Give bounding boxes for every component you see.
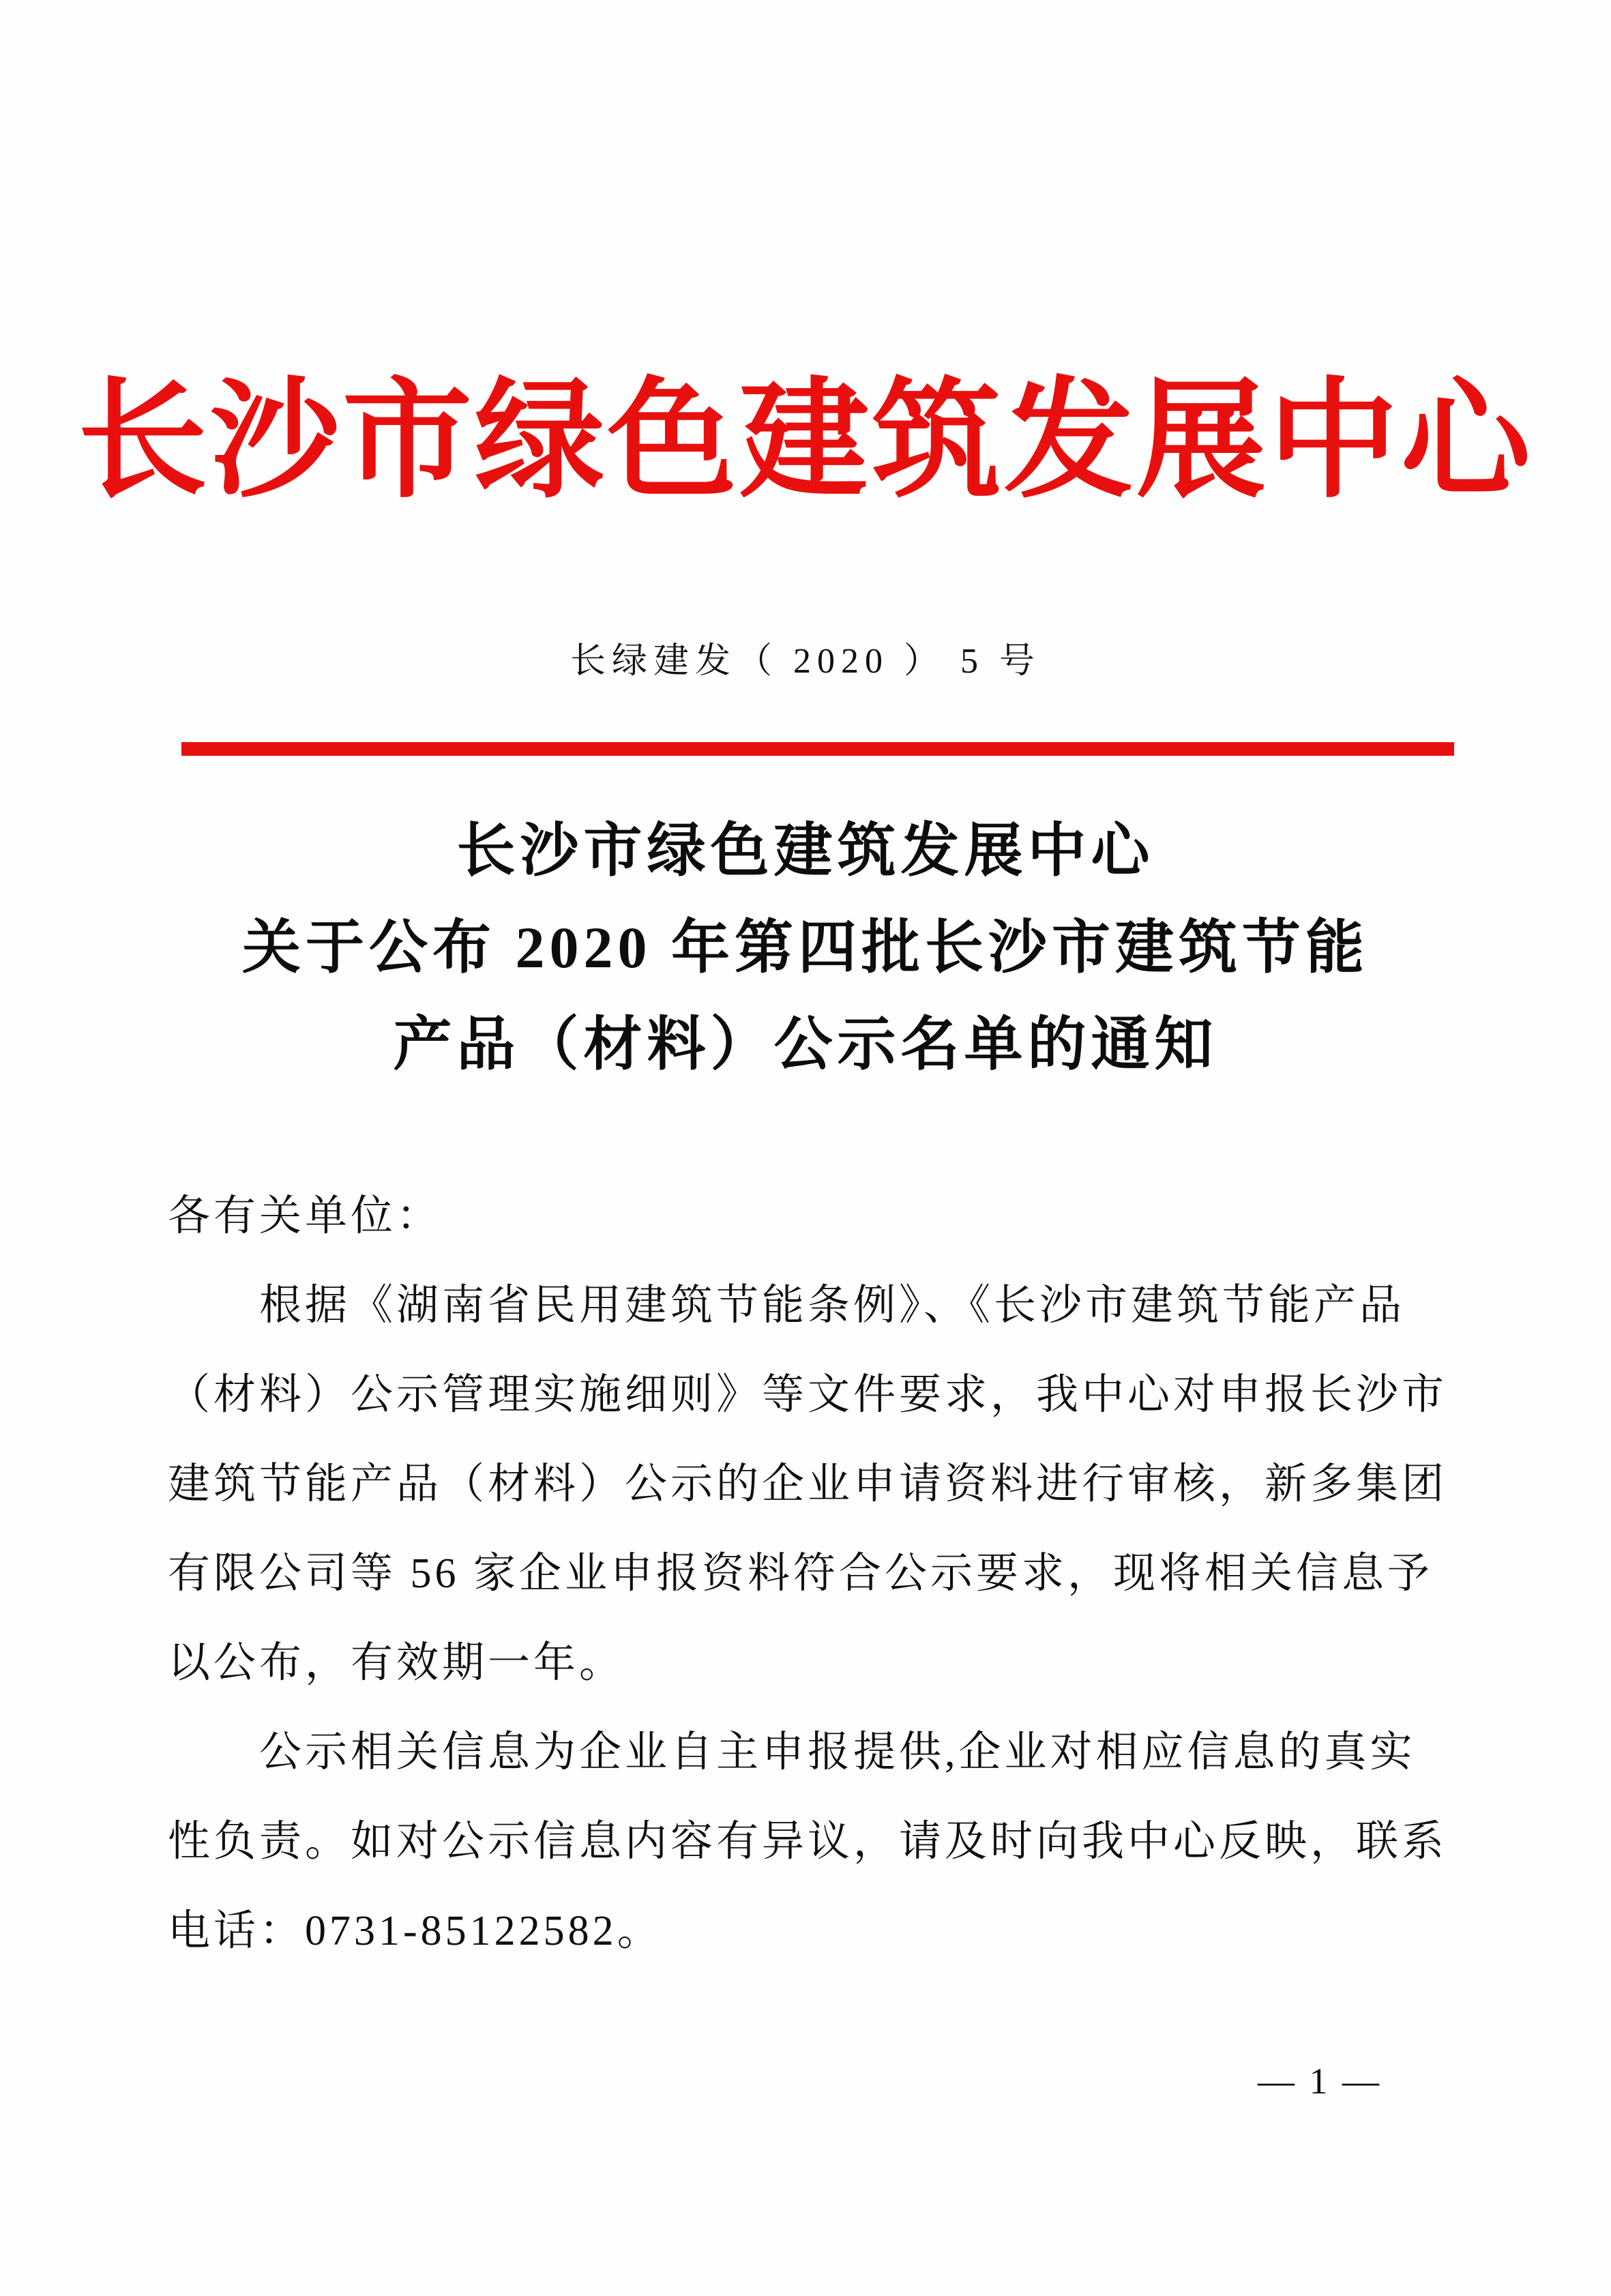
notice-title-line-3: 产品（材料）公示名单的通知: [393, 1012, 1218, 1077]
body-line-paragraph1-start: 根据《湖南省民用建筑节能条例》、《长沙市建筑节能产品: [259, 1282, 1406, 1329]
notice-title-line-1: 长沙市绿色建筑发展中心: [456, 818, 1155, 883]
body-line: 建筑节能产品（材料）公示的企业申请资料进行审核，新多集团: [168, 1461, 1448, 1507]
body-line: （材料）公示管理实施细则》等文件要求，我中心对申报长沙市: [168, 1372, 1448, 1418]
body-line: 以公布，有效期一年。: [168, 1640, 625, 1686]
body-line-contact-phone: 电话：0731-85122582。: [168, 1908, 663, 1954]
salutation-line: 各有关单位：: [168, 1193, 443, 1239]
body-line: 有限公司等 56 家企业申报资料符合公示要求，现将相关信息予: [168, 1550, 1434, 1597]
body-line: 性负责。如对公示信息内容有异议，请及时向我中心反映，联系: [168, 1819, 1448, 1865]
document-number: 长绿建发（ 2020 ） 5 号: [570, 642, 1041, 681]
red-divider-line: [181, 742, 1454, 756]
letterhead-org-title: 长沙市绿色建筑发展中心: [77, 370, 1533, 514]
notice-title: [0, 802, 1611, 1093]
body-line-paragraph2-start: 公示相关信息为企业自主申报提供,企业对相应信息的真实: [259, 1729, 1416, 1776]
notice-title-line-2: 关于公布 2020 年第四批长沙市建筑节能: [242, 915, 1369, 980]
page-number: — 1 —: [1258, 2061, 1382, 2102]
notice-body: [168, 1172, 1454, 1976]
